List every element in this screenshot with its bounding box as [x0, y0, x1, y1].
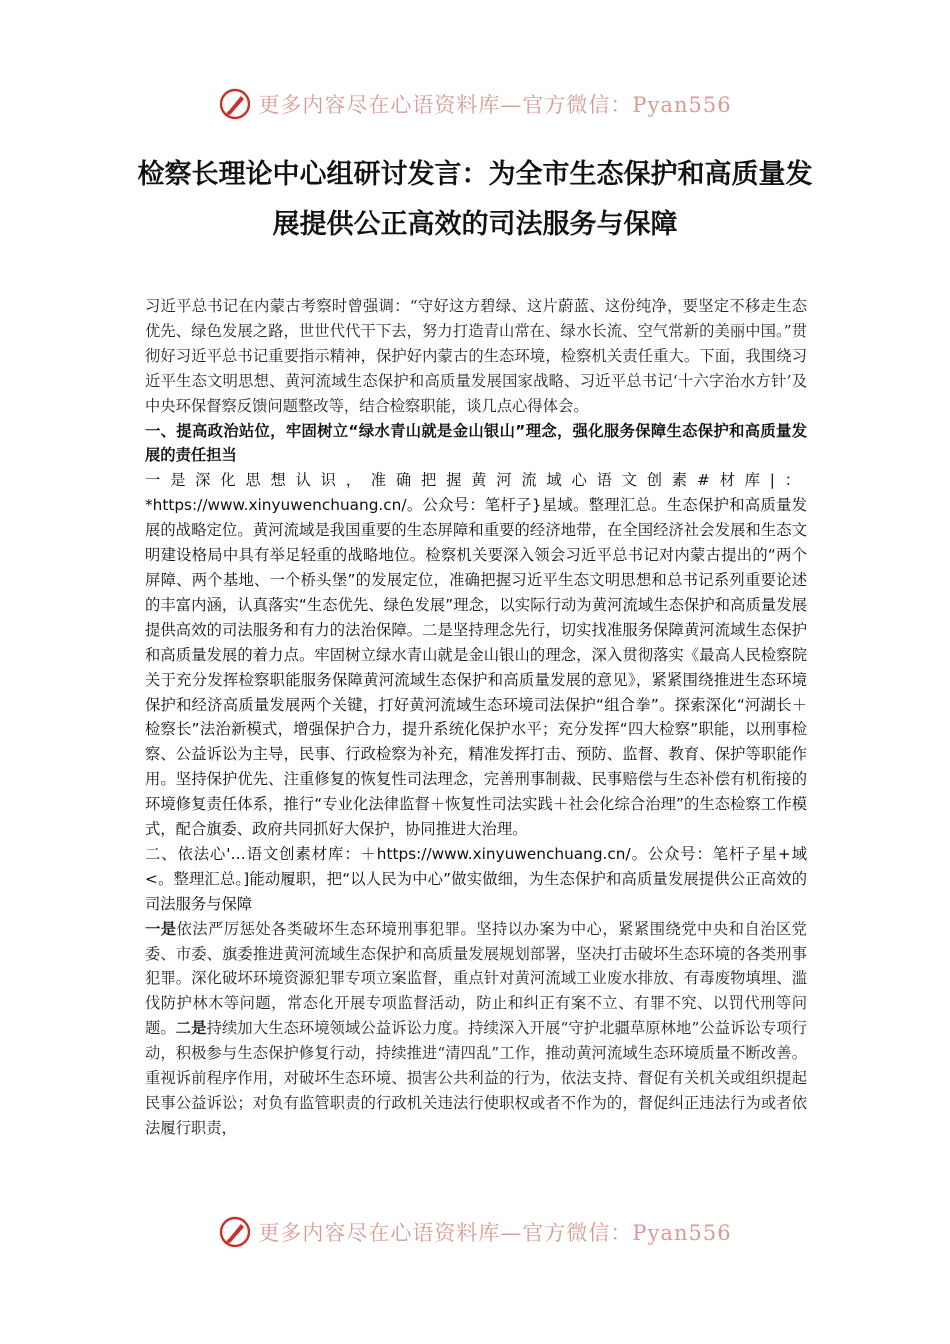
section-1-paragraph [145, 468, 807, 842]
section-2-lead-1: 一是 [145, 919, 177, 938]
section-2-text-2: 持续加大生态环境领域公益诉讼力度。持续深入开展“守护北疆草原林地”公益诉讼专项行动，积极参与生态保护修复行动，持续推进“清四乱”工作，推动黄河流域生态环境质量不断改善。重视诉前程序作用，对破坏生态环境、损害公共利益的行为，依法支持、督促有关机关或组织提起民事公益诉讼；对负有监管职责的行政机关违法行使职权或者不作为的，督促纠正违法行为或者依法履行职责， [145, 1019, 807, 1137]
watermark-text: 更多内容尽在心语资料库—官方微信：Pyan556 [258, 1221, 732, 1245]
section-2-text-1: 依法严厉惩处各类破坏生态环境刑事犯罪。坚持以办案为中心，紧紧围绕党中央和自治区党委、市委、旗委推进黄河流域生态保护和高质量发展规划部署，坚决打击破坏生态环境的各类刑事犯罪。深化破坏环境资源犯罪专项立案监督，重点针对黄河流域工业废水排放、有毒废物填埋、滥伐防护林木等问题，常态化开展专项监督活动，防止和纠正有案不立、有罪不究、以罚代刑等问题。 [145, 919, 807, 1038]
watermark-text: 更多内容尽在心语资料库—官方微信：Pyan556 [258, 93, 732, 117]
watermark-banner-bottom [0, 1212, 950, 1252]
pen-logo-icon [218, 1215, 252, 1249]
intro-paragraph: 习近平总书记在内蒙古考察时曾强调：“守好这方碧绿、这片蔚蓝、这份纯净，要坚定不移走生态优先、绿色发展之路，世世代代干下去，努力打造青山常在、绿水长流、空气常新的美丽中国。”贯彻好习近平总书记重要指示精神，保护好内蒙古的生态环境，检察机关责任重大。下面，我围绕习近平生态文明思想、黄河流域生态保护和高质量发展国家战略、习近平总书记‘十六字治水方针’及中央环保督察反馈问题整改等，结合检察职能，谈几点心得体会。 [145, 297, 807, 415]
pen-logo-icon [218, 87, 252, 121]
section-1-heading: 一、提高政治站位，牢固树立“绿水青山就是金山银山”理念，强化服务保障生态保护和高质量发展的责任担当 [145, 421, 807, 465]
document-body [145, 294, 807, 1141]
section-1-lead: 一是深化思想认识，准确把握黄河流域心语文创素#材库|： [145, 471, 807, 490]
section-2-heading: 二、依法心'…语文创素材库：＋https://www.xinyuwenchuang.cn/。公众号：笔杆子星+域<。整理汇总。]能动履职，把“以人民为中心”做实做细，为生态保护和高质量发展提供公正高效的司法服务与保障 [145, 844, 807, 913]
page-title: 检察长理论中心组研讨发言：为全市生态保护和高质量发展提供公正高效的司法服务与保障 [137, 159, 813, 240]
section-2-lead-2: 二是 [175, 1019, 207, 1038]
section-1-text: *https://www.xinyuwenchuang.cn/。公众号：笔杆子}星域。整理汇总。生态保护和高质量发展的战略定位。黄河流域是我国重要的生态屏障和重要的经济地带，在全国经济社会发展和生态文明建设格局中具有举足轻重的战略地位。检察机关要深入领会习近平总书记对内蒙古提出的“两个屏障、两个基地、一个桥头堡”的发展定位，准确把握习近平生态文明思想和总书记系列重要论述的丰富内涵，认真落实“生态优先、绿色发展”理念，以实际行动为黄河流域生态保护和高质量发展提供高效的司法服务和有力的法治保障。二是坚持理念先行，切实找准服务保障黄河流域生态保护和高质量发展的着力点。牢固树立绿水青山就是金山银山的理念，深入贯彻落实《最高人民检察院关于充分发挥检察职能服务保障黄河流域生态保护和高质量发展的意见》，紧紧围绕推进生态环境保护和经济高质量发展两个关键，打好黄河流域生态环境司法保护“组合拳”。探索深化“河湖长＋检察长”法治新模式，增强保护合力，提升系统化保护水平；充分发挥“四大检察”职能，以刑事检察、公益诉讼为主导，民事、行政检察为补充，精准发挥打击、预防、监督、教育、保护等职能作用。坚持保护优先、注重修复的恢复性司法理念，完善刑事制裁、民事赔偿与生态补偿有机衔接的环境修复责任体系，推行“专业化法律监督＋恢复性司法实践＋社会化综合治理”的生态检察工作模式，配合旗委、政府共同抓好大保护，协同推进大治理。 [145, 496, 807, 839]
section-2-paragraph [145, 917, 807, 1141]
watermark-banner-top [0, 84, 950, 124]
